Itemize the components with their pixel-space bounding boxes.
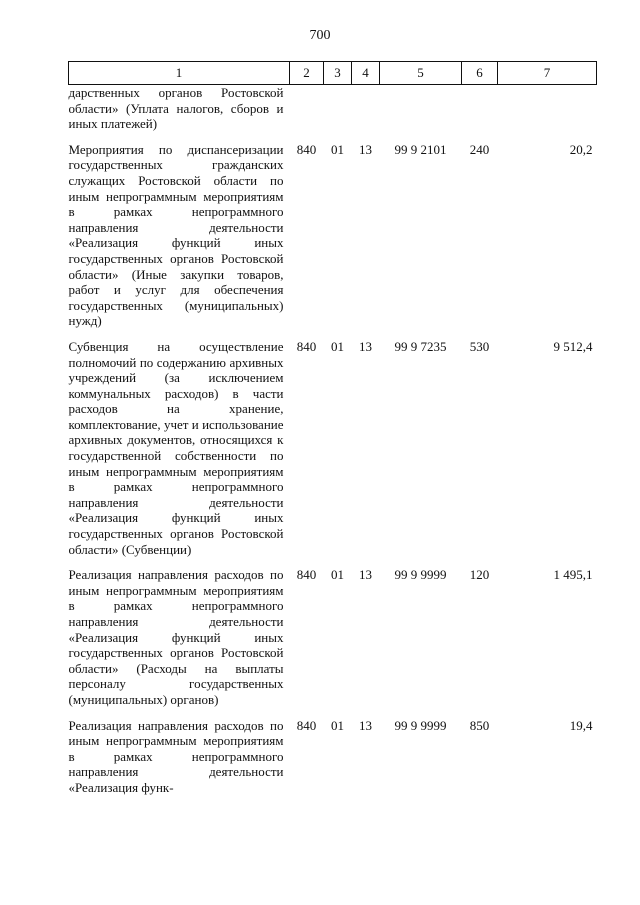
header-col-5: 5	[380, 62, 462, 85]
row-amount: 20,2	[569, 141, 593, 157]
row-section: 01	[331, 141, 344, 157]
table-row	[69, 567, 597, 717]
row-description: Субвенция на осуществление полномочий по содержанию архивных учреждений (за исключением коммунальных расходов) в части расходов на хранение, комплектование, учет и использование архивных документов, относящихся к государственной собственности по иным непрограммным мероприятиям в рамках непрограммного направления деятельности «Реализация функций иных государственных органов Ростовской области» (Субвенции)	[68, 338, 284, 557]
row-code: 840	[296, 338, 317, 354]
row-amount: 19,4	[569, 717, 593, 733]
header-col-4: 4	[352, 62, 380, 85]
row-type: 530	[469, 338, 490, 354]
row-code: 840	[296, 141, 317, 157]
header-col-3: 3	[324, 62, 352, 85]
header-col-1: 1	[69, 62, 290, 85]
row-subsection: 13	[359, 338, 372, 354]
row-section: 01	[331, 717, 344, 733]
row-amount: 1 495,1	[553, 567, 593, 583]
table-row	[69, 85, 597, 142]
row-target: 99 9 7235	[394, 338, 447, 354]
row-description: Реализация направления расходов по иным непрограммным мероприятиям в рамках непрограммного направления деятельности «Реализация функ-	[68, 717, 284, 795]
row-code	[290, 85, 324, 142]
row-amount	[498, 85, 597, 142]
row-type	[462, 85, 498, 142]
row-description: Мероприятия по диспансеризации государственных гражданских служащих Ростовской области по иным непрограммным мероприятиям в рамках непрограммного направления деятельности «Реализация функций иных государственных органов Ростовской области» (Иные закупки товаров, работ и услуг для обеспечения государственных (муниципальных) нужд)	[68, 141, 284, 329]
budget-table	[68, 61, 597, 796]
row-target: 99 9 9999	[394, 717, 447, 733]
row-type: 120	[469, 567, 490, 583]
table-row	[69, 718, 597, 796]
header-col-2: 2	[290, 62, 324, 85]
row-type: 850	[469, 717, 490, 733]
row-description: Реализация направления расходов по иным непрограммным мероприятиям в рамках непрограммного направления деятельности «Реализация функций иных государственных органов Ростовской области» (Расходы на выплаты персоналу государственных (муниципальных) органов)	[68, 567, 284, 707]
row-code: 840	[296, 567, 317, 583]
header-col-6: 6	[462, 62, 498, 85]
row-code: 840	[296, 717, 317, 733]
row-target	[380, 85, 462, 142]
row-description: дарственных органов Ростовской области» (Уплата налогов, сборов и иных платежей)	[68, 85, 284, 132]
row-subsection: 13	[359, 141, 372, 157]
row-target: 99 9 9999	[394, 567, 447, 583]
row-subsection: 13	[359, 567, 372, 583]
row-section	[324, 85, 352, 142]
row-section: 01	[331, 567, 344, 583]
row-amount: 9 512,4	[553, 338, 593, 354]
row-type: 240	[469, 141, 490, 157]
table-header-row	[69, 62, 597, 85]
table-row	[69, 142, 597, 339]
row-subsection	[352, 85, 380, 142]
table-row	[69, 339, 597, 567]
row-target: 99 9 2101	[394, 141, 447, 157]
header-col-7: 7	[498, 62, 597, 85]
row-section: 01	[331, 338, 344, 354]
page-number: 700	[309, 28, 331, 43]
row-subsection: 13	[359, 717, 372, 733]
